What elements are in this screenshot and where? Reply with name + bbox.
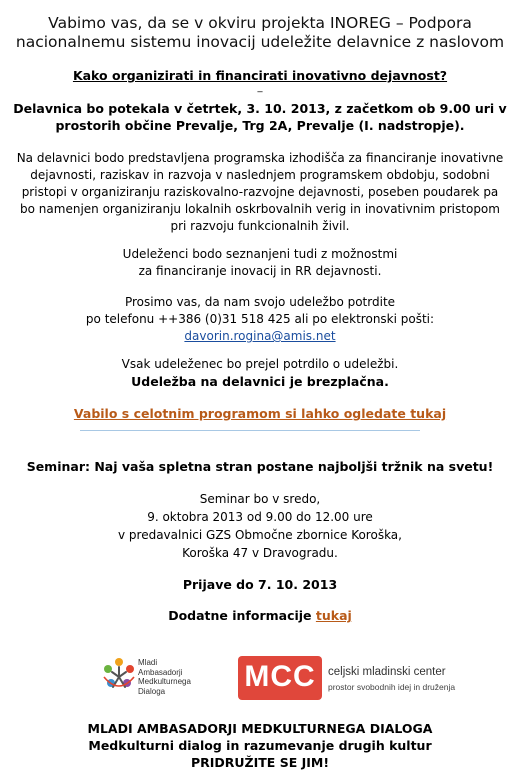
workshop-venue bbox=[0, 100, 520, 134]
more-info-label: Dodatne informacije bbox=[168, 608, 316, 623]
footer-line-3: PRIDRUŽITE SE JIM! bbox=[190, 755, 330, 770]
seminar-line: v predavalnici GZS Območne zbornice Koroška, bbox=[118, 528, 402, 542]
mcc-logo-name: celjski mladinski center bbox=[328, 666, 446, 678]
description-line: bo namenjen organiziranju lokalnih oskrbovalnih verig in inovativnim pristopom bbox=[20, 202, 500, 216]
seminar-line: Seminar bo v sredo, bbox=[199, 492, 321, 506]
divider bbox=[80, 430, 420, 431]
program-link[interactable]: Vabilo s celotnim programom si lahko ogledate tukaj bbox=[73, 406, 447, 421]
more-info-link[interactable]: tukaj bbox=[315, 608, 352, 623]
mcc-logo-tagline: prostor svobodnih idej in druženja bbox=[328, 682, 456, 692]
intro-line-1: Vabimo vas, da se v okviru projekta INOREG – Podpora bbox=[48, 14, 472, 32]
mcc-logo bbox=[238, 656, 456, 702]
seminar-line: 9. oktobra 2013 od 9.00 do 12.00 ure bbox=[147, 510, 373, 524]
contact-paragraph bbox=[0, 294, 520, 345]
certificate-line: Vsak udeleženec bo prejel potrdilo o udeležbi. bbox=[121, 357, 399, 371]
title-dash: _ bbox=[257, 82, 263, 93]
venue-line-1: Delavnica bo potekala v četrtek, 3. 10. 2013, z začetkom ob 9.00 uri v bbox=[13, 101, 507, 116]
mad-logo-icon bbox=[100, 655, 138, 695]
mad-logo-line: Medkulturnega bbox=[138, 677, 191, 686]
seminar-title: Seminar: Naj vaša spletna stran postane najboljši tržnik na svetu! bbox=[26, 459, 494, 474]
program-link-row bbox=[0, 406, 520, 421]
email-link[interactable]: davorin.rogina@amis.net bbox=[184, 329, 336, 343]
seminar-line: Koroška 47 v Dravogradu. bbox=[182, 546, 338, 560]
description-paragraph bbox=[0, 150, 520, 235]
description-line: pri razvoju funkcionalnih živil. bbox=[170, 219, 350, 233]
footer-line-1: MLADI AMBASADORJI MEDKULTURNEGA DIALOGA bbox=[87, 721, 433, 736]
mcc-logo-box bbox=[238, 656, 322, 700]
description-line: Na delavnici bodo predstavljena programska izhodišča za financiranje inovativne bbox=[16, 151, 504, 165]
mad-logo-line: Ambasadorji bbox=[138, 667, 183, 677]
workshop-title: Kako organizirati in financirati inovativno dejavnost? bbox=[72, 68, 448, 83]
description-line: dejavnosti, raziskav in razvoja v naslednjem programskem obdobju, sodobni bbox=[30, 168, 490, 182]
intro-text bbox=[0, 14, 520, 52]
financing-paragraph bbox=[0, 246, 520, 280]
venue-line-2: prostorih občine Prevalje, Trg 2A, Prevalje (I. nadstropje). bbox=[55, 118, 465, 133]
intro-line-2: nacionalnemu sistemu inovacij udeležite delavnice z naslovom bbox=[15, 33, 505, 51]
mad-logo-line: Mladi bbox=[138, 658, 158, 667]
footer-line-2: Medkulturni dialog in razumevanje drugih kultur bbox=[88, 738, 432, 753]
more-info-row bbox=[0, 608, 520, 623]
financing-line: Udeleženci bodo seznanjeni tudi z možnostmi bbox=[122, 247, 398, 261]
mcc-logo-abbr: MCC bbox=[244, 660, 316, 693]
footer bbox=[0, 720, 520, 771]
free-participation-text: Udeležba na delavnici je brezplačna. bbox=[131, 374, 389, 389]
description-line: pristopi v organiziranju raziskovalno-razvojne dejavnosti, poseben poudarek pa bbox=[21, 185, 499, 199]
mad-logo bbox=[100, 655, 210, 703]
mad-logo-name bbox=[138, 658, 191, 696]
financing-line: za financiranje inovacij in RR dejavnosti. bbox=[138, 264, 382, 278]
contact-line: Prosimo vas, da nam svojo udeležbo potrdite bbox=[124, 295, 396, 309]
mad-logo-line: Dialoga bbox=[138, 686, 166, 696]
contact-line: po telefonu ++386 (0)31 518 425 ali po elektronski pošti: bbox=[85, 312, 435, 326]
seminar-details bbox=[0, 490, 520, 562]
registration-deadline: Prijave do 7. 10. 2013 bbox=[182, 577, 338, 592]
certificate-paragraph bbox=[0, 356, 520, 390]
